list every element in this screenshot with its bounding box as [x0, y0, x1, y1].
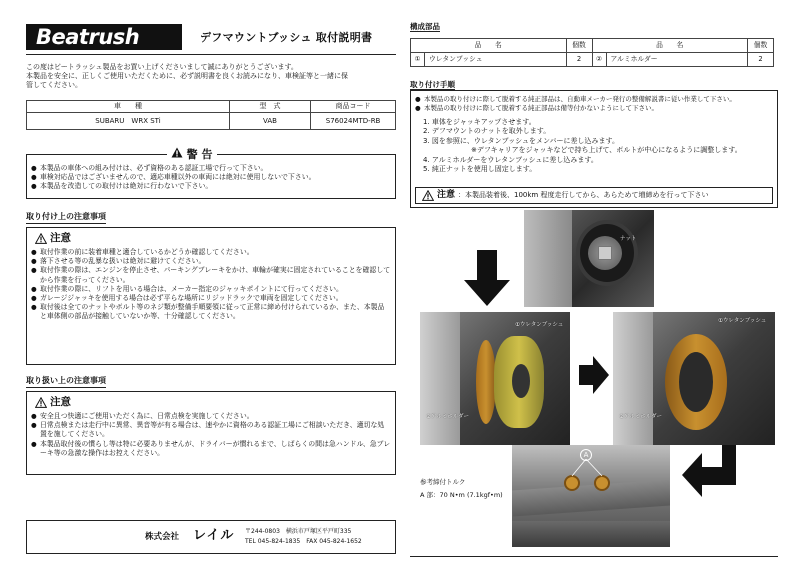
company-type: 株式会社	[145, 532, 180, 542]
title-rule	[26, 54, 396, 55]
part-qty: 2	[748, 53, 774, 67]
install-notes-heading: 取り付け上の注意事項	[26, 212, 106, 224]
intro-line-2: 本製品を安全に、正しくご使用いただくために、必ず説明書を良くお読みになり、車検証等と一緒に保	[26, 72, 348, 81]
part-number: ②	[592, 53, 606, 67]
intro-line-3: 管してください。	[26, 81, 82, 90]
warning-item: ● 車検対応品ではございませんので、適応車種以外の車両には絶対に使用しないで下さい。	[31, 173, 391, 182]
procedure-step: 3. 図を参照に、ウレタンブッシュをメンバーに差し込みます。	[423, 136, 619, 145]
vehicle-header-type: 型 式	[229, 101, 310, 113]
procedure-step-note: ※デフキャリアをジャッキなどで持ち上げて、ボルトが中心になるように調整します。	[471, 146, 742, 155]
handling-caution-title: 注意	[50, 396, 71, 408]
part-name: ウレタンブッシュ	[425, 53, 567, 67]
marker-lines	[562, 459, 612, 477]
install-note-item: ● 取付作業の際は、エンジンを停止させ、パーキングブレーキをかけ、車輪が確実に固定されていることを確認してから作業を行ってください。	[31, 266, 391, 284]
part-qty: 2	[566, 53, 592, 67]
handling-notes-list	[31, 412, 391, 458]
document-title: デフマウントブッシュ 取付説明書	[200, 31, 373, 44]
arrow-bent-icon	[682, 445, 738, 497]
procedure-note: ● 本製品の取り付けに際して脱着する純正部品は備等付かないようにして下さい。	[415, 104, 775, 113]
procedure-note: ● 本製品の取り付けに際して脱着する純正部品は、自動車メーカー発行の整備解説書に従い作業して下さい。	[415, 95, 775, 104]
warning-box	[26, 148, 396, 199]
parts-header-name: 品 名	[592, 39, 748, 53]
procedure-step: 5. 純正ナットを使用し固定します。	[423, 165, 537, 174]
aluminum-label: ②アルミホルダー	[619, 414, 662, 420]
caution-icon	[35, 233, 47, 244]
handling-notes-box	[26, 391, 396, 475]
procedure-heading: 取り付け手順	[410, 80, 455, 89]
warning-item: ● 本製品を改造しての取付けは絶対に行わないで下さい。	[31, 182, 391, 191]
parts-header-qty: 個数	[566, 39, 592, 53]
handling-notes-heading: 取り扱い上の注意事項	[26, 376, 106, 388]
urethane-label: ①ウレタンブッシュ	[515, 322, 564, 328]
warning-list	[31, 164, 391, 192]
warning-title-wrap	[167, 147, 217, 162]
torque-spec	[420, 478, 503, 499]
urethane-label: ①ウレタンブッシュ	[718, 318, 767, 324]
install-notes-list	[31, 248, 391, 321]
company-address: 〒244-0803 横浜市戸塚区平戸町335	[245, 528, 352, 535]
vehicle-table	[26, 100, 396, 130]
vehicle-type: VAB	[229, 113, 310, 130]
photo-aluminum-insert	[613, 312, 775, 445]
vehicle-header-model: 車 種	[27, 101, 230, 113]
install-note-item: ● 取付作業の際に、リフトを用いる場合は、メーカー指定のジャッキポイントにて行ってください。	[31, 285, 391, 294]
torque-value: A 部：70 N•m (7.1kgf•m)	[420, 491, 503, 500]
bottom-rule	[410, 556, 778, 557]
warning-item: ● 本製品の車体への組み付けは、必ず資格のある認証工場で行って下さい。	[31, 164, 391, 173]
aluminum-label: ②アルミホルダー	[426, 414, 469, 420]
vehicle-model: SUBARU WRX STi	[27, 113, 230, 130]
handling-note-item: ● 本製品取付後の慣らし等は特に必要ありませんが、ドライバーが慣れるまで、しばらくの間は急ハンドル、急ブレーキ等の急激な操作はお控えください。	[31, 440, 391, 458]
install-caution-title: 注意	[50, 232, 71, 244]
handling-note-item: ● 日常点検または走行中に異常、異音等が有る場合は、速やかに資格のある認証工場にご相談いただき、適切な処置を施してください。	[31, 421, 391, 439]
parts-header-name: 品 名	[411, 39, 567, 53]
nut-label: ナット	[620, 236, 637, 242]
intro-text	[26, 63, 396, 90]
install-note-item: ● 取付後は全てのナットやボルト等のネジ類が整備手順要領に従って正常に締め付けられているか、また、本製品と車体側の部品が接触していないか等、十分確認してください。	[31, 303, 391, 321]
warning-icon	[171, 147, 183, 158]
part-number: ①	[411, 53, 425, 67]
intro-line-1: この度はビートラッシュ製品をお買い上げくださいまして誠にありがとうございます。	[26, 63, 298, 71]
parts-heading: 構成部品	[410, 22, 440, 31]
install-note-item: ● 取付作業の前に装着車種と適合しているかどうか確認してください。	[31, 248, 391, 257]
company-box	[26, 520, 396, 554]
procedure-steps	[423, 118, 773, 175]
handling-caution-header	[35, 396, 71, 409]
procedure-caution	[415, 187, 773, 204]
warning-title: 警 告	[186, 148, 213, 161]
parts-header-qty: 個数	[748, 39, 774, 53]
install-notes-heading-wrap	[26, 212, 106, 224]
photo-urethane-insert	[420, 312, 570, 445]
arrow-down-icon	[464, 250, 510, 306]
vehicle-header-code: 商品コード	[311, 101, 396, 113]
company-phone: TEL 045-824-1835 FAX 045-824-1652	[245, 538, 362, 545]
install-note-item: ● ガレージジャッキを使用する場合は必ず平らな場所にリジッドラックで車両を固定してください。	[31, 294, 391, 303]
handling-notes-heading-wrap	[26, 376, 106, 388]
brand-logo: Beatrush	[26, 24, 182, 50]
handling-note-item: ● 安全且つ快適にご使用いただく為に、日常点検を実施してください。	[31, 412, 391, 421]
procedure-step: 4. アルミホルダーをウレタンブッシュに差し込みます。	[423, 155, 598, 164]
procedure-caution-text: ：本製品装着後、100km 程度走行してから、あらためて増締めを行って下さい	[458, 191, 709, 200]
arrow-right-icon	[579, 356, 609, 394]
parts-heading-wrap	[410, 22, 440, 32]
photo-installed	[512, 445, 670, 547]
procedure-box	[410, 90, 778, 208]
install-notes-box	[26, 227, 396, 365]
procedure-step: 2. デフマウントのナットを取外します。	[423, 127, 551, 136]
torque-title: 参考締付トルク	[420, 478, 466, 486]
procedure-step: 1. 車体をジャッキアップさせます。	[423, 118, 536, 126]
procedure-caution-label: 注意	[437, 189, 456, 200]
procedure-heading-wrap	[410, 80, 455, 90]
parts-table	[410, 38, 774, 67]
part-name: アルミホルダー	[606, 53, 748, 67]
company-name: レイル	[193, 528, 235, 543]
install-note-item: ● 落下させる等の乱暴な扱いは絶対に避けてください。	[31, 257, 391, 266]
vehicle-code: S76024MTD-RB	[311, 113, 396, 130]
caution-icon	[35, 397, 47, 408]
procedure-notes	[415, 95, 775, 112]
marker-a: A	[580, 449, 592, 461]
caution-icon	[422, 190, 434, 201]
photo-nut-removal	[524, 210, 654, 307]
install-caution-header	[35, 232, 71, 245]
